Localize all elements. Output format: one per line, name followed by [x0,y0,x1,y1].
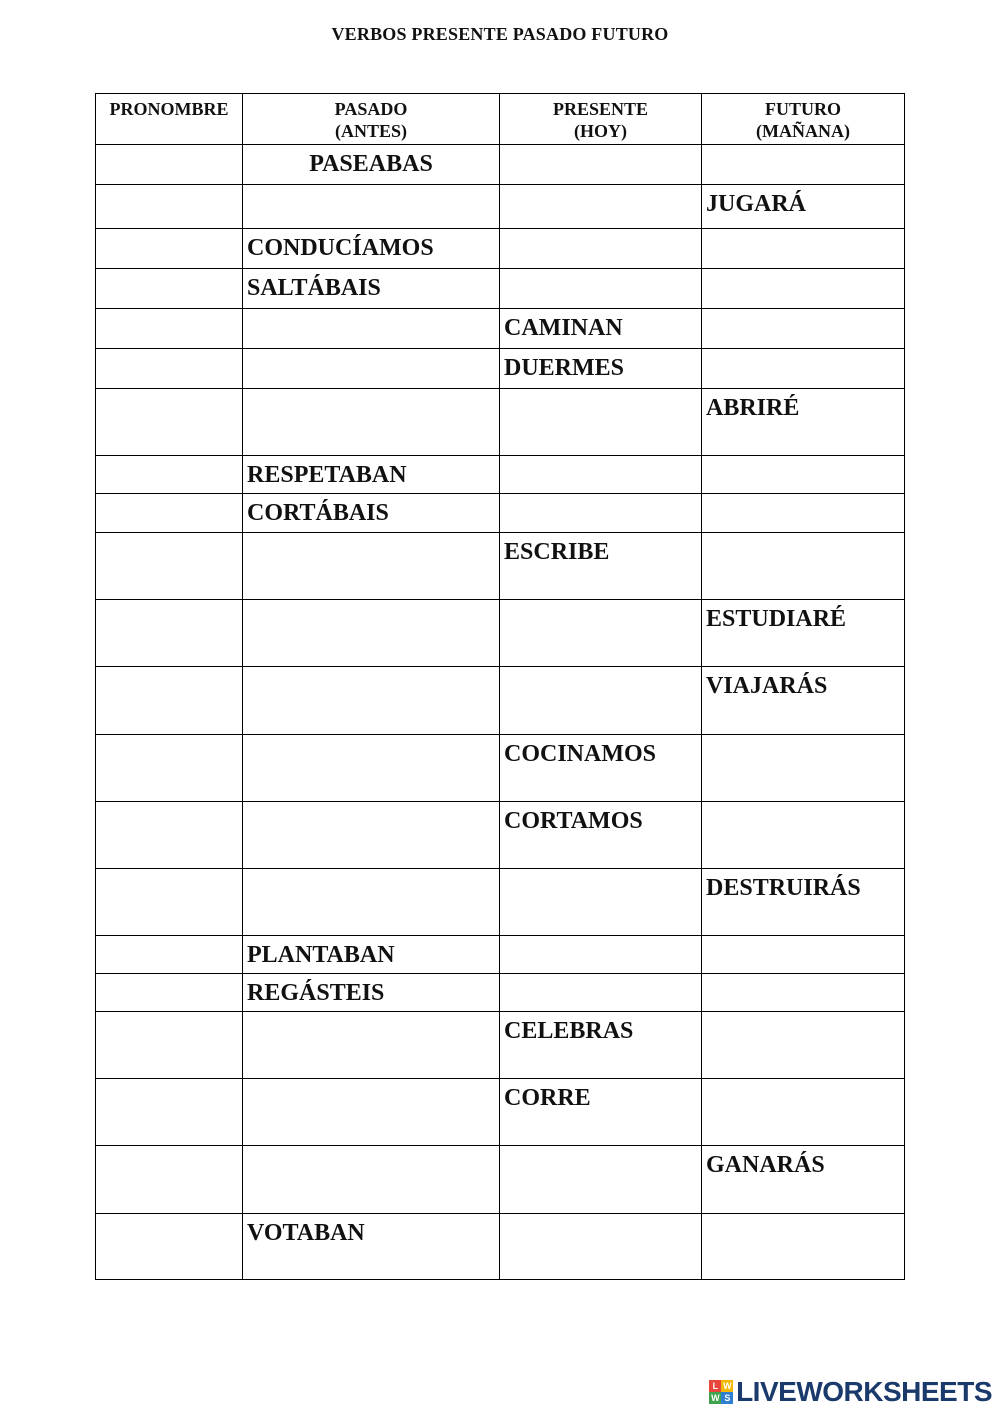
table-row [96,185,905,229]
cell-presente: ESCRIBE [500,533,702,600]
table-row [96,735,905,802]
header-presente [500,94,702,145]
table-row [96,229,905,269]
table-header [96,94,905,145]
cell-futuro: ABRIRÉ [702,389,905,456]
cell-pasado [243,667,500,735]
table-row [96,667,905,735]
verb-table [95,93,905,1280]
cell-pronombre [96,349,243,389]
table-row [96,145,905,185]
cell-futuro [702,349,905,389]
logo-letter: L [709,1380,721,1392]
cell-presente [500,456,702,494]
cell-pasado: RESPETABAN [243,456,500,494]
header-presente-sublabel: (HOY) [574,121,627,141]
cell-presente [500,185,702,229]
cell-pronombre [96,735,243,802]
table-row [96,389,905,456]
cell-futuro [702,1012,905,1079]
cell-pronombre [96,145,243,185]
table-row [96,1079,905,1146]
table-row [96,1146,905,1214]
brand-name: LIVEWORKSHEETS [736,1376,992,1407]
cell-pasado: SALTÁBAIS [243,269,500,309]
header-futuro-label: FUTURO [765,99,841,119]
cell-presente [500,389,702,456]
table-row [96,936,905,974]
cell-presente [500,936,702,974]
cell-pasado [243,533,500,600]
table-row [96,600,905,667]
cell-pasado: CORTÁBAIS [243,494,500,533]
cell-pronombre [96,1079,243,1146]
cell-presente [500,667,702,735]
cell-futuro [702,936,905,974]
cell-pronombre [96,869,243,936]
cell-presente [500,974,702,1012]
logo-letter: W [711,1393,720,1403]
header-pasado [243,94,500,145]
logo-letter: W [723,1381,732,1391]
table-row [96,533,905,600]
cell-futuro [702,735,905,802]
cell-pronombre [96,533,243,600]
cell-presente: CELEBRAS [500,1012,702,1079]
header-futuro [702,94,905,145]
cell-pronombre [96,1214,243,1280]
cell-pronombre [96,667,243,735]
cell-pasado: REGÁSTEIS [243,974,500,1012]
cell-pronombre [96,936,243,974]
cell-pasado [243,185,500,229]
cell-futuro: ESTUDIARÉ [702,600,905,667]
table-row [96,269,905,309]
cell-futuro [702,1079,905,1146]
liveworksheets-logo-icon [709,1380,733,1404]
cell-futuro [702,269,905,309]
cell-presente [500,145,702,185]
table-row [96,1012,905,1079]
cell-pasado [243,735,500,802]
cell-presente: COCINAMOS [500,735,702,802]
header-pasado-label: PASADO [334,99,408,119]
cell-pasado: CONDUCÍAMOS [243,229,500,269]
cell-presente: DUERMES [500,349,702,389]
cell-pronombre [96,494,243,533]
cell-pasado: VOTABAN [243,1214,500,1280]
table-row [96,309,905,349]
cell-pasado [243,1079,500,1146]
cell-presente [500,600,702,667]
cell-pronombre [96,185,243,229]
header-pasado-sublabel: (ANTES) [334,121,407,141]
cell-pasado [243,309,500,349]
cell-futuro [702,229,905,269]
cell-presente [500,1146,702,1214]
cell-pronombre [96,1146,243,1214]
cell-futuro [702,533,905,600]
table-row [96,349,905,389]
cell-pasado [243,1012,500,1079]
header-presente-label: PRESENTE [552,99,649,119]
cell-futuro: DESTRUIRÁS [702,869,905,936]
cell-presente [500,229,702,269]
cell-presente: CORRE [500,1079,702,1146]
cell-futuro [702,145,905,185]
cell-pasado: PASEABAS [243,145,500,185]
cell-pronombre [96,974,243,1012]
header-pronombre: PRONOMBRE [96,94,243,145]
cell-pasado [243,869,500,936]
cell-futuro: JUGARÁ [702,185,905,229]
cell-presente: CAMINAN [500,309,702,349]
page-title: VERBOS PRESENTE PASADO FUTURO [331,24,669,44]
cell-pasado [243,600,500,667]
cell-futuro: VIAJARÁS [702,667,905,735]
cell-futuro [702,456,905,494]
cell-futuro: GANARÁS [702,1146,905,1214]
cell-futuro [702,309,905,349]
cell-pasado [243,1146,500,1214]
cell-futuro [702,494,905,533]
cell-futuro [702,802,905,869]
table-body [96,145,905,1280]
header-futuro-sublabel: (MAÑANA) [756,121,850,141]
cell-pronombre [96,456,243,494]
cell-futuro [702,974,905,1012]
table-row [96,869,905,936]
cell-presente: CORTAMOS [500,802,702,869]
cell-pasado [243,349,500,389]
cell-pronombre [96,309,243,349]
table-row [96,456,905,494]
cell-presente [500,1214,702,1280]
table-row [96,802,905,869]
table-row [96,974,905,1012]
cell-pronombre [96,802,243,869]
cell-futuro [702,1214,905,1280]
table-row [96,1214,905,1280]
cell-pasado [243,389,500,456]
cell-presente [500,269,702,309]
cell-pasado [243,802,500,869]
cell-pronombre [96,389,243,456]
logo-letter: S [721,1392,733,1404]
cell-pasado: PLANTABAN [243,936,500,974]
cell-pronombre [96,269,243,309]
table-row [96,494,905,533]
liveworksheets-brand [709,1377,992,1407]
cell-pronombre [96,229,243,269]
cell-presente [500,494,702,533]
cell-pronombre [96,1012,243,1079]
cell-pronombre [96,600,243,667]
cell-presente [500,869,702,936]
